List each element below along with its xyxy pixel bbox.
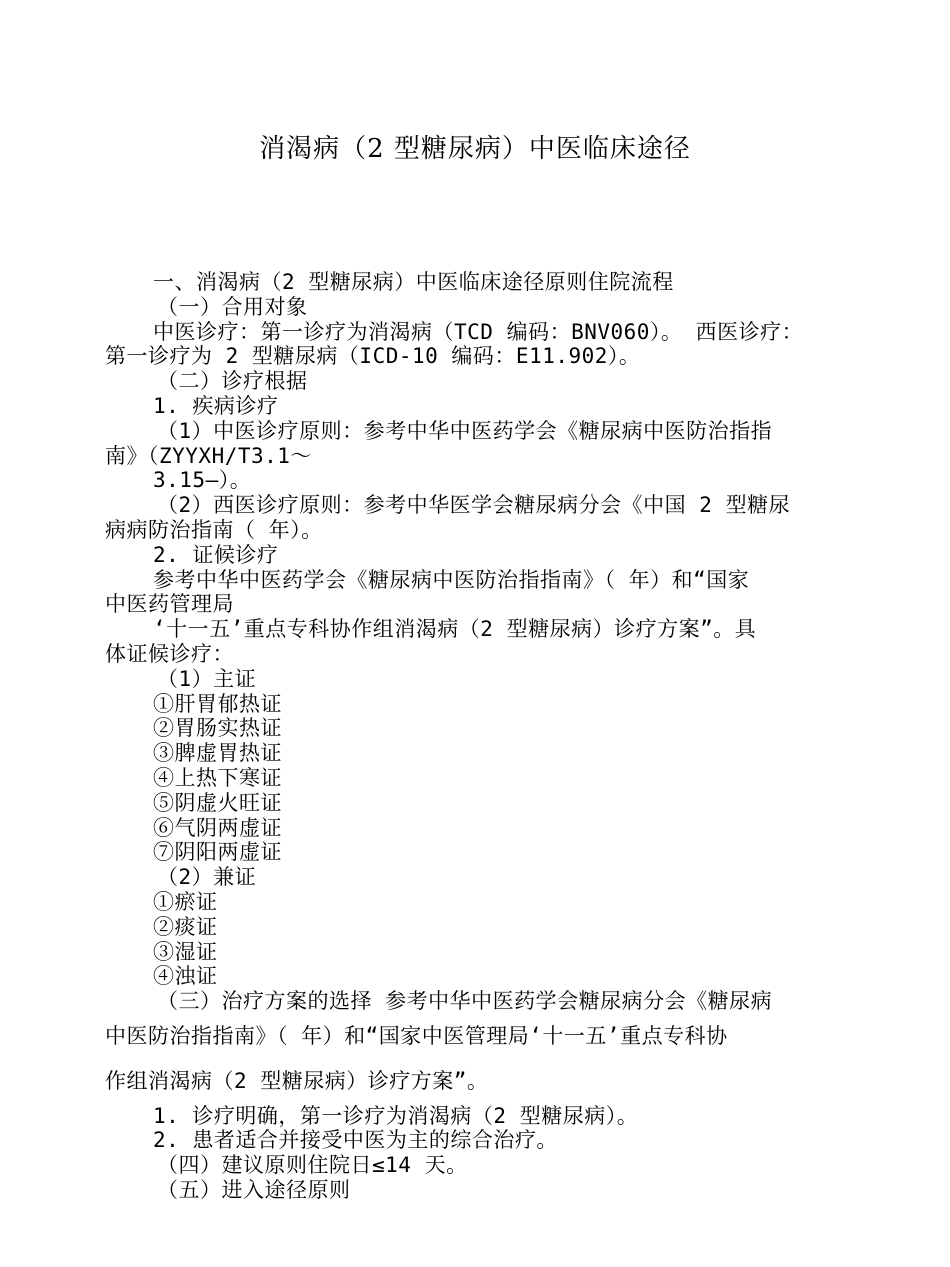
text-line: 1. 疾病诊疗 xyxy=(153,393,279,418)
text-line: 病病防治指南（ 年）。 xyxy=(105,517,323,542)
text-line: ④上热下寒证 xyxy=(153,765,282,790)
document-body xyxy=(105,270,850,1203)
text-line: 中医药管理局 xyxy=(105,592,234,617)
text-line: （2）西医诊疗原则：参考中华医学会糖尿病分会《中国 2 型糖尿 xyxy=(157,493,791,518)
text-line: （三）治疗方案的选择 参考中华中医药学会糖尿病分会《糖尿病 xyxy=(157,989,773,1014)
text-line: ③湿证 xyxy=(153,939,218,964)
text-line: （一）合用对象 xyxy=(157,294,308,319)
text-line: ②痰证 xyxy=(153,914,218,939)
text-line: （1）主证 xyxy=(157,666,257,691)
text-line: ①瘀证 xyxy=(153,889,218,914)
text-line: 2. 患者适合并接受中医为主的综合治疗。 xyxy=(153,1128,558,1153)
text-line: 1. 诊疗明确，第一诊疗为消渴病（2 型糖尿病）。 xyxy=(153,1103,639,1128)
text-line: ②胃肠实热证 xyxy=(153,716,282,741)
text-line: （二）诊疗根据 xyxy=(157,369,308,394)
text-line: 2. 证候诊疗 xyxy=(153,542,279,567)
text-line: （五）进入途径原则 xyxy=(157,1177,351,1202)
text-line: 第一诊疗为 2 型糖尿病（ICD-10 编码：E11.902）。 xyxy=(105,344,641,369)
text-line: （1）中医诊疗原则：参考中华中医药学会《糖尿病中医防治指指 xyxy=(157,418,773,443)
text-line: ④浊证 xyxy=(153,964,218,989)
text-line: （2）兼证 xyxy=(157,865,257,890)
text-line: 参考中华中医药学会《糖尿病中医防治指指南》（ 年）和“国家 xyxy=(153,567,750,592)
document-title: 消渴病（2 型糖尿病）中医临床途径 xyxy=(259,134,691,164)
text-line: 中医诊疗：第一诊疗为消渴病（TCD 编码：BNV060）。 西医诊疗： xyxy=(153,319,804,344)
text-line: ⑦阴阳两虚证 xyxy=(153,840,282,865)
text-line: （四）建议原则住院日≤14 天。 xyxy=(157,1153,468,1178)
text-line: 中医防治指指南》（ 年）和“国家中医管理局‘十一五’重点专科协 xyxy=(105,1023,728,1048)
text-line: ⑤阴虚火旺证 xyxy=(153,790,282,815)
text-line: 南》（ZYYXH/T3.1～ xyxy=(105,443,312,468)
text-line: ‘十一五’重点专科协作组消渴病（2 型糖尿病）诊疗方案”。具 xyxy=(153,617,757,642)
text-line: ①肝胃郁热证 xyxy=(153,691,282,716)
text-line: ⑥气阴两虚证 xyxy=(153,815,282,840)
text-line: 体证候诊疗： xyxy=(105,641,234,666)
text-line: 一、消渴病（2 型糖尿病）中医临床途径原则住院流程 xyxy=(153,270,674,294)
text-line: ③脾虚胃热证 xyxy=(153,741,282,766)
text-line: 作组消渴病（2 型糖尿病）诊疗方案”。 xyxy=(105,1068,489,1093)
text-line: 3.15—）。 xyxy=(153,468,252,493)
